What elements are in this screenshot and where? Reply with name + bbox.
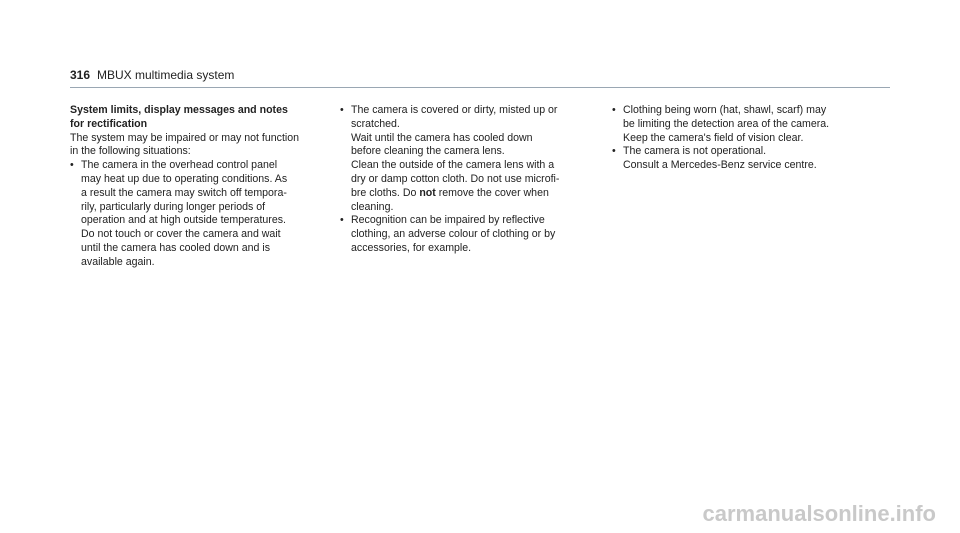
instruction-line: Clean the outside of the camera lens with a bbox=[351, 159, 555, 172]
instruction-line: Consult a Mercedes-Benz service centre. bbox=[623, 159, 817, 172]
column-1 bbox=[70, 104, 330, 270]
intro-line-2: in the following situations: bbox=[70, 145, 191, 158]
bullet-instruction bbox=[612, 159, 872, 173]
instruction-line: cleaning. bbox=[351, 200, 394, 213]
bullet-item bbox=[612, 104, 872, 132]
heading-line-2: for rectification bbox=[70, 117, 148, 130]
bullet-line: clothing, an adverse colour of clothing or by bbox=[351, 228, 556, 241]
bullet-line: Recognition can be impaired by reflective bbox=[351, 214, 545, 227]
page-header bbox=[0, 62, 960, 92]
bullet-line: The camera is not operational. bbox=[623, 145, 767, 158]
bullet-line: operation and at high outside temperatures. bbox=[81, 214, 286, 227]
bullet-line: accessories, for example. bbox=[351, 241, 472, 254]
intro-line-1: The system may be impaired or may not function bbox=[70, 131, 300, 144]
bullet-line: a result the camera may switch off tempora- bbox=[81, 186, 287, 199]
instruction-line: remove the cover when bbox=[438, 186, 549, 199]
bullet-item bbox=[340, 104, 600, 132]
instruction-line: before cleaning the camera lens. bbox=[351, 145, 505, 158]
section-heading bbox=[70, 104, 330, 132]
bullet-line: The camera in the overhead control panel bbox=[81, 159, 278, 172]
bullet-instruction bbox=[340, 132, 600, 215]
bullet-item bbox=[612, 145, 872, 159]
page-number: 316 bbox=[70, 68, 91, 82]
instruction-line: Wait until the camera has cooled down bbox=[351, 131, 533, 144]
bullet-line: be limiting the detection area of the camera. bbox=[623, 117, 830, 130]
header-divider bbox=[70, 87, 890, 88]
header-title: MBUX multimedia system bbox=[97, 68, 235, 82]
bullet-line: Clothing being worn (hat, shawl, scarf) may bbox=[623, 104, 827, 116]
column-3 bbox=[612, 104, 872, 173]
heading-line-1: System limits, display messages and notes bbox=[70, 104, 288, 116]
bullet-line: rily, particularly during longer periods of bbox=[81, 200, 266, 213]
bullet-line: may heat up due to operating conditions. As bbox=[81, 172, 288, 185]
bullet-instruction bbox=[70, 228, 330, 269]
intro-paragraph bbox=[70, 132, 330, 160]
bullet-line: scratched. bbox=[351, 117, 400, 130]
instruction-line: until the camera has cooled down and is bbox=[81, 241, 271, 254]
column-2 bbox=[340, 104, 600, 256]
instruction-line: Keep the camera's field of vision clear. bbox=[623, 131, 804, 144]
bullet-item bbox=[340, 214, 600, 255]
instruction-line: available again. bbox=[81, 255, 155, 268]
bullet-line: The camera is covered or dirty, misted up or bbox=[351, 104, 558, 116]
emphasis-not: not bbox=[419, 186, 436, 199]
instruction-line: bre cloths. Do bbox=[351, 186, 417, 199]
instruction-line: dry or damp cotton cloth. Do not use microfi- bbox=[351, 172, 560, 185]
watermark: carmanualsonline.info bbox=[702, 501, 936, 526]
bullet-instruction bbox=[612, 132, 872, 146]
bullet-item bbox=[70, 159, 330, 228]
instruction-line: Do not touch or cover the camera and wait bbox=[81, 228, 281, 241]
